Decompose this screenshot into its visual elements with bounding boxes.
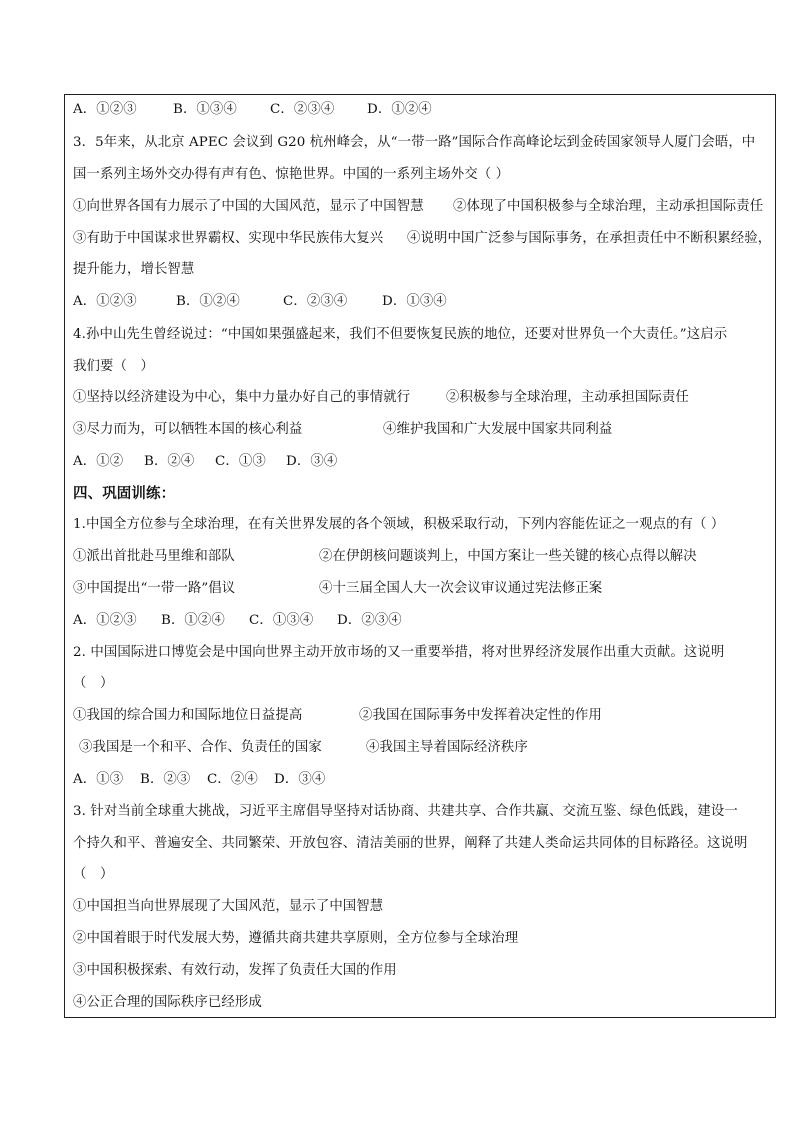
question-stem: （ ） xyxy=(73,676,114,691)
statement-continuation: 提升能力，增长智慧 xyxy=(73,262,195,277)
statement-row xyxy=(73,230,772,248)
option-b: B．①②④ xyxy=(176,294,240,309)
statement-row xyxy=(73,580,769,598)
option-b: B．①②④ xyxy=(161,613,225,628)
answer-options xyxy=(73,101,769,119)
statement: ③我国是一个和平、合作、负责任的国家 xyxy=(79,740,322,755)
statement-row xyxy=(79,739,769,757)
statement: ②积极参与全球治理，主动承担国际责任 xyxy=(446,390,689,405)
option-b: B．②③ xyxy=(140,772,191,787)
statement: ②在伊朗核问题谈判上，中国方案让一些关键的核心点得以解决 xyxy=(319,549,697,564)
option-d: D．②③④ xyxy=(337,613,402,628)
question-stem: 2. 中国国际进口博览会是中国向世界主动开放市场的又一重要举措，将对世界经济发展作出重大贡献。这说明 xyxy=(73,645,725,660)
statement: ④维护我国和广大发展中国家共同利益 xyxy=(383,422,613,437)
statement-row xyxy=(73,389,769,407)
answer-options xyxy=(73,453,769,471)
statement: ③尽力而为，可以牺牲本国的核心利益 xyxy=(73,422,303,437)
statement: ②中国着眼于时代发展大势，遵循共商共建共享原则，全方位参与全球治理 xyxy=(73,931,519,946)
option-a: A．①②③ xyxy=(73,613,137,628)
option-a: A．①② xyxy=(73,454,124,469)
option-a: A．①③ xyxy=(73,772,124,787)
exercise-sheet xyxy=(64,94,776,1018)
question-stem: 我们要（ ） xyxy=(73,359,154,374)
question-stem: 1.中国全方位参与全球治理，在有关世界发展的各个领域，积极采取行动，下列内容能佐证之一观点的有（ ） xyxy=(73,517,725,532)
option-c: C．②③④ xyxy=(270,102,335,117)
statement-row xyxy=(73,707,769,725)
statement-row xyxy=(73,421,769,439)
statement: ②体现了中国积极参与全球治理，主动承担国际责任 xyxy=(453,199,764,214)
answer-options xyxy=(73,771,769,789)
statement: ①我国的综合国力和国际地位日益提高 xyxy=(73,708,303,723)
statement: ②我国在国际事务中发挥着决定性的作用 xyxy=(359,708,602,723)
statement: ①向世界各国有力展示了中国的大国风范，显示了中国智慧 xyxy=(73,199,424,214)
option-b: B．①③④ xyxy=(173,102,237,117)
option-d: D．③④ xyxy=(286,454,338,469)
option-a: A．①②③ xyxy=(73,102,137,117)
statement: ④十三届全国人大一次会议审议通过宪法修正案 xyxy=(319,581,603,596)
statement-row xyxy=(73,548,769,566)
question-stem: （ ） xyxy=(73,867,114,882)
question-stem: 3．5年来，从北京 APEC 会议到 G20 杭州峰会，从“一带一路”国际合作高峰论坛到金砖国家领导人厦门会晤，中 xyxy=(73,135,756,150)
statement-row xyxy=(73,198,769,216)
option-c: C．①③ xyxy=(215,454,266,469)
statement: ③中国积极探索、有效行动，发挥了负责任大国的作用 xyxy=(73,963,397,978)
question-stem: 国一系列主场外交办得有声有色、惊艳世界。中国的一系列主场外交（ ） xyxy=(73,167,510,182)
question-stem: 3. 针对当前全球重大挑战，习近平主席倡导坚持对话协商、共建共享、合作共赢、交流互鉴、绿色低践，建设一 xyxy=(73,804,738,819)
question-stem: 4.孙中山先生曾经说过：“中国如果强盛起来，我们不但要恢复民族的地位，还要对世界负一个大责任。”这启示 xyxy=(73,327,728,342)
option-b: B．②④ xyxy=(144,454,195,469)
section-heading: 四、巩固训练： xyxy=(73,486,176,502)
statement: ①派出首批赴马里维和部队 xyxy=(73,549,235,564)
option-c: C．②④ xyxy=(207,772,258,787)
statement: ③有助于中国谋求世界霸权、实现中华民族伟大复兴 xyxy=(73,231,384,246)
option-d: D．③④ xyxy=(274,772,326,787)
answer-options xyxy=(73,293,769,311)
statement: ④公正合理的国际秩序已经形成 xyxy=(73,995,262,1010)
statement: ④我国主导着国际经济秩序 xyxy=(366,740,528,755)
statement: ①中国担当向世界展现了大国风范，显示了中国智慧 xyxy=(73,899,384,914)
statement: ①坚持以经济建设为中心，集中力量办好自己的事情就行 xyxy=(73,390,411,405)
statement: ③中国提出“一带一路”倡议 xyxy=(73,581,236,596)
question-stem: 个持久和平、普遍安全、共同繁荣、开放包容、清洁美丽的世界，阐释了共建人类命运共同体的目标路径。这说明 xyxy=(73,836,748,851)
option-d: D．①②④ xyxy=(367,102,432,117)
option-c: C．①③④ xyxy=(249,613,314,628)
statement: ④说明中国广泛参与国际事务，在承担责任中不断积累经验， xyxy=(407,231,772,246)
option-c: C．②③④ xyxy=(283,294,348,309)
option-a: A．①②③ xyxy=(73,294,137,309)
answer-options xyxy=(73,612,769,630)
option-d: D．①③④ xyxy=(382,294,447,309)
